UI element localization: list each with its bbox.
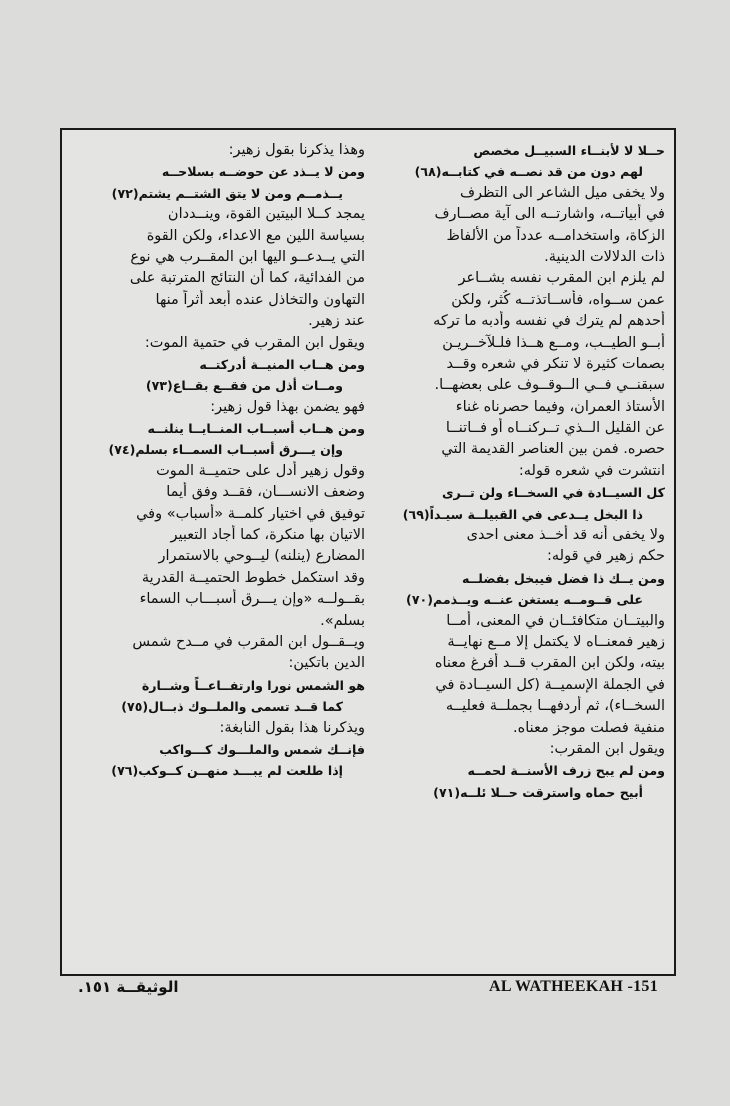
text-line: ولا يخفى أنه قد أخــذ معنى احدى bbox=[466, 527, 665, 544]
text-line: لم يلزم ابن المقرب نفسه بشــاعر bbox=[458, 270, 665, 287]
text-line: ويقول ابن المقرب في حتمية الموت: bbox=[144, 334, 365, 351]
text-line: من الفدائية، كما أن النتائج المترتبة على bbox=[129, 270, 365, 287]
verse-line: كما قــد تسمى والملــوك ذبــال(٧٥) bbox=[121, 699, 343, 715]
text-line: ويــقــول ابن المقرب في مــدح شمس bbox=[132, 633, 365, 650]
text-line: المضارع (ينلنه) ليــوحي بالاستمرار bbox=[158, 548, 365, 565]
text-line: بيته، ولكن ابن المقرب قــد أفرغ معناه bbox=[434, 655, 665, 672]
text-line: ذات الدلالات الدينية. bbox=[544, 248, 665, 265]
text-line: في أبياتــه، واشارتــه الى آية مصــارف bbox=[434, 206, 665, 223]
text-line: الدين باتكين: bbox=[288, 655, 365, 672]
text-line: وقد استكمل خطوط الحتميــة القدرية bbox=[141, 569, 365, 586]
verse-line: ذا البخل يــدعى في القبيلــة سيـداً(٦٩) bbox=[402, 506, 643, 522]
text-line: عمن ســواه، فأســاتذتــه كُثر، ولكن bbox=[451, 291, 665, 308]
footer-arabic: الوثيقــة ١٥١. bbox=[78, 978, 179, 996]
page-frame bbox=[60, 128, 676, 976]
text-line: بسياسة اللين مع الاعداء، ولكن القوة bbox=[146, 227, 365, 244]
text-line: وقول زهير أدل على حتميــة الموت bbox=[156, 462, 365, 479]
text-line: الاتيان بها منكرة، كما أجاد التعبير bbox=[170, 527, 365, 544]
text-line: والبيتــان متكافئــان في المعنى، أمــا bbox=[446, 612, 665, 629]
verse-line: وإن يـــرق أسبــاب السمــاء بسلم(٧٤) bbox=[108, 442, 343, 458]
text-line: السخــاء)، ثم أردفهــا بجملــة فعليــه bbox=[445, 698, 665, 715]
text-line: زهير فمعنــاه لا يكتمل إلا مــع نهايــة bbox=[447, 633, 665, 650]
text-line: ويذكرنا هذا بقول النابغة: bbox=[219, 719, 365, 736]
footer-english: AL WATHEEKAH -151 bbox=[489, 978, 658, 995]
verse-line: ومن لم يبح زرف الأسنــة لحمــه bbox=[467, 763, 665, 779]
text-line: بسلم». bbox=[320, 612, 365, 629]
left-column bbox=[72, 140, 365, 782]
text-line: في الجملة الإسميــة (كل السيــادة في bbox=[435, 676, 665, 693]
text-line: وهذا يذكرنا بقول زهير: bbox=[228, 142, 365, 158]
text-line: ولا يخفى ميل الشاعر الى التظرف bbox=[460, 184, 665, 201]
verse-line: على قــومــه يستغن عنــه ويــذمم(٧٠) bbox=[406, 592, 643, 608]
verse-line: ومن لا يــذد عن حوضــه بسلاحــه bbox=[161, 164, 365, 180]
text-line: الأستاذ العمران، وفيما حصرناه غناء bbox=[455, 398, 665, 415]
text-line: منفية فصلت موجز معناه. bbox=[513, 719, 665, 736]
verse-line: يــذمــم ومن لا يتق الشتــم يشتم(٧٢) bbox=[111, 185, 343, 201]
verse-line: لهم دون من قد نصــه في كتابــه(٦٨) bbox=[414, 164, 643, 180]
verse-line: كل السيــادة في السخــاء ولن تــرى bbox=[441, 485, 665, 501]
verse-line: ومــات أذل من فقــع بقــاع(٧٣) bbox=[145, 378, 343, 394]
text-line: سبقنــي فــي الــوقــوف على بعضهــا. bbox=[434, 377, 665, 394]
text-line: حكم زهير في قوله: bbox=[547, 548, 665, 565]
text-line: التهاون والتخاذل عنده أبعد أثراً منها bbox=[155, 291, 365, 308]
text-line: عند زهير. bbox=[308, 313, 365, 330]
right-column bbox=[372, 140, 665, 803]
verse-line: أبيح حماه واسترقت حــلا ئلــه(٧١) bbox=[433, 784, 643, 800]
verse-line: ومن هــاب أسبــاب المنــايــا ينلنــه bbox=[147, 421, 365, 437]
text-line: التي يــدعــو اليها ابن المقــرب هي نوع bbox=[130, 248, 365, 265]
text-line: بصمات كثيرة لا تنكر في شعره وقــد bbox=[446, 355, 665, 372]
verse-line: حــلا لا لأبنــاء السبيــل مخصص bbox=[473, 143, 665, 158]
text-line: حصره. فمن بين العناصر القديمة التي bbox=[441, 441, 665, 458]
text-line: يمجد كــلا البيتين القوة، وينــددان bbox=[167, 206, 365, 223]
text-line: الزكاة، واستخدامــه عدداً من الألفاظ bbox=[446, 227, 665, 244]
verse-line: هو الشمس نورا وارتفــاعــاً وشــارة bbox=[141, 677, 365, 693]
verse-line: ومن يــك ذا فضل فيبخل بفضلــه bbox=[461, 570, 665, 586]
text-line: أحدهم لم يترك في نفسه وأدبه ما تركه bbox=[433, 313, 665, 330]
text-line: أبــو الطيــب، ومــع هــذا فلـلآخــريـن bbox=[442, 334, 665, 351]
verse-line: ومن هــاب المنيــة أدركتــه bbox=[199, 356, 365, 372]
text-line: عن القليل الــذي تــركنــاه أو فــاتنــا bbox=[445, 420, 665, 437]
text-line: فهو يضمن بهذا قول زهير: bbox=[210, 398, 365, 415]
text-line: ويقول ابن المقرب: bbox=[549, 740, 665, 757]
text-line: توفيق في اختيار كلمــة «أسباب» وفي bbox=[136, 505, 365, 522]
verse-line: إذا طلعت لم يبـــد منهــن كــوكب(٧٦) bbox=[111, 763, 343, 779]
text-line: وضعف الانســـان، فقــد وفق أيما bbox=[166, 484, 365, 501]
text-line: انتشرت في شعره قوله: bbox=[518, 462, 665, 479]
verse-line: فإنــك شمس والملـــوك كـــواكب bbox=[159, 741, 365, 757]
text-line: بقــولــه «وإن يـــرق أسبـــاب السماء bbox=[139, 591, 365, 608]
